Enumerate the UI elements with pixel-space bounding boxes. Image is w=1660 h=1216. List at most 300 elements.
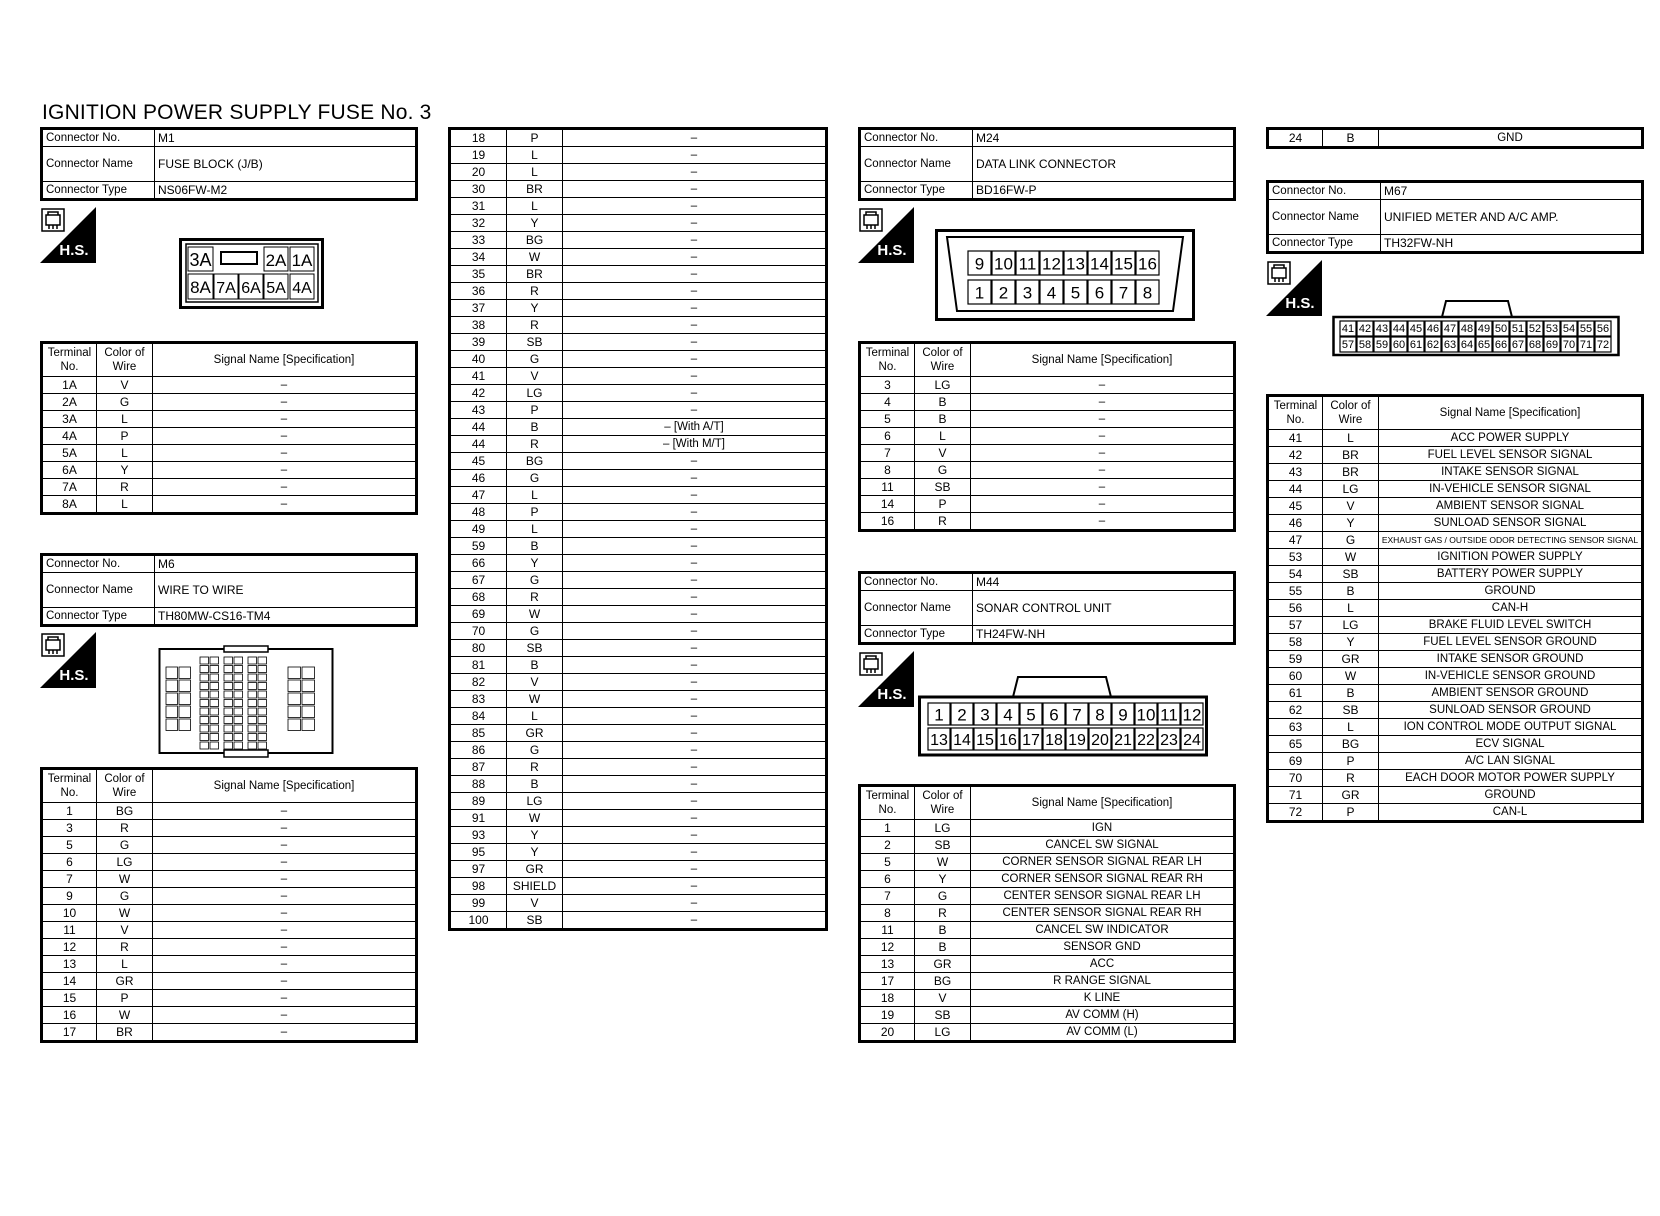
cavity-number: 4 <box>1046 283 1057 303</box>
signal-name: – <box>563 844 827 861</box>
terminal-row <box>450 181 827 198</box>
terminal-row <box>42 922 417 939</box>
wire-color: BR <box>97 1024 153 1042</box>
svg-text:4A: 4A <box>292 280 312 297</box>
wire-color: G <box>915 888 971 905</box>
terminal-no: 98 <box>450 878 507 895</box>
svg-text:1A: 1A <box>291 251 313 270</box>
connector-info-m6 <box>40 553 418 627</box>
cavity-number: 2 <box>998 283 1009 303</box>
terminal-row <box>1268 464 1643 481</box>
wire-color: BG <box>97 803 153 820</box>
signal-name: INTAKE SENSOR GROUND <box>1379 651 1643 668</box>
harness-side-icon <box>40 207 96 263</box>
terminal-row <box>450 691 827 708</box>
signal-name: ACC <box>971 956 1235 973</box>
cavity-number: 7 <box>1072 705 1082 725</box>
terminal-no: 2A <box>42 394 97 411</box>
cavity-number: 68 <box>1528 339 1542 351</box>
cavity-number: 66 <box>1494 339 1508 351</box>
cavity-number: 9 <box>1118 705 1128 725</box>
wire-color: W <box>507 810 563 827</box>
wire-color: W <box>1323 549 1379 566</box>
wire-color: P <box>507 402 563 419</box>
terminal-row <box>42 905 417 922</box>
signal-name-header: Signal Name [Specification] <box>153 769 417 803</box>
signal-name: CENTER SENSOR SIGNAL REAR LH <box>971 888 1235 905</box>
signal-name: IN-VEHICLE SENSOR SIGNAL <box>1379 481 1643 498</box>
signal-name: – <box>563 657 827 674</box>
wire-color: R <box>97 479 153 496</box>
terminal-row <box>42 888 417 905</box>
wire-color: W <box>97 1007 153 1024</box>
terminal-row <box>860 820 1235 837</box>
signal-name: R RANGE SIGNAL <box>971 973 1235 990</box>
cavity-number: 69 <box>1545 339 1559 351</box>
signal-name: – <box>563 487 827 504</box>
terminal-no: 69 <box>450 606 507 623</box>
terminal-row <box>450 878 827 895</box>
cavity-number: 1 <box>974 283 985 303</box>
signal-name: – <box>563 691 827 708</box>
terminal-row <box>42 479 417 496</box>
terminal-row <box>860 854 1235 871</box>
signal-name: – <box>563 725 827 742</box>
signal-name: GND <box>1379 129 1643 148</box>
terminal-no: 53 <box>1268 549 1323 566</box>
wire-color: R <box>915 905 971 922</box>
signal-name-header: Signal Name [Specification] <box>1379 396 1643 430</box>
terminal-no: 31 <box>450 198 507 215</box>
wire-color: G <box>97 888 153 905</box>
terminal-no-header: Terminal No. <box>860 343 915 377</box>
signal-name: GROUND <box>1379 787 1643 804</box>
terminal-row <box>450 674 827 691</box>
signal-name: SUNLOAD SENSOR SIGNAL <box>1379 515 1643 532</box>
wire-color: SHIELD <box>507 878 563 895</box>
cavity-number: 6 <box>1049 705 1059 725</box>
terminal-row <box>450 725 827 742</box>
cavity-number: 1 <box>934 705 944 725</box>
terminal-row <box>42 394 417 411</box>
terminal-no: 41 <box>1268 430 1323 447</box>
terminal-row <box>860 1024 1235 1042</box>
terminal-no: 83 <box>450 691 507 708</box>
cavity-number: 58 <box>1358 339 1372 351</box>
wire-color: G <box>915 462 971 479</box>
signal-name: – <box>563 402 827 419</box>
terminal-no: 20 <box>860 1024 915 1042</box>
cavity-number: 13 <box>1066 254 1085 274</box>
wire-color: L <box>507 708 563 725</box>
cavity-number: 11 <box>1160 705 1178 725</box>
signal-name: – <box>563 878 827 895</box>
wire-color: V <box>507 674 563 691</box>
wire-color: BG <box>1323 736 1379 753</box>
terminal-row <box>450 589 827 606</box>
wire-color: L <box>507 164 563 181</box>
wire-color: SB <box>915 1007 971 1024</box>
svg-text:6A: 6A <box>241 280 261 297</box>
terminal-row <box>450 300 827 317</box>
svg-text:H.S.: H.S. <box>877 242 907 259</box>
cavity-number: 10 <box>1136 705 1156 725</box>
signal-name: – <box>563 385 827 402</box>
terminal-table-m6-part1 <box>40 767 418 1043</box>
signal-name: CANCEL SW SIGNAL <box>971 837 1235 854</box>
cavity-number: 45 <box>1409 323 1423 335</box>
svg-text:H.S.: H.S. <box>59 667 89 684</box>
wire-color: W <box>507 249 563 266</box>
cavity-number: 63 <box>1443 339 1457 351</box>
terminal-row <box>860 990 1235 1007</box>
cavity-number: 2 <box>957 705 967 725</box>
terminal-no: 58 <box>1268 634 1323 651</box>
wire-color: B <box>1323 685 1379 702</box>
wire-color: BR <box>1323 464 1379 481</box>
terminal-row <box>450 283 827 300</box>
signal-name: EXHAUST GAS / OUTSIDE ODOR DETECTING SENSOR SIGNAL <box>1379 532 1643 549</box>
signal-name: – <box>563 249 827 266</box>
signal-name: A/C LAN SIGNAL <box>1379 753 1643 770</box>
terminal-no: 63 <box>1268 719 1323 736</box>
harness-side-icon <box>858 207 914 263</box>
terminal-row <box>1268 617 1643 634</box>
terminal-no: 85 <box>450 725 507 742</box>
color-of-wire-header: Color of Wire <box>1323 396 1379 430</box>
cavity-number: 60 <box>1392 339 1406 351</box>
cavity-number: 67 <box>1511 339 1525 351</box>
cavity-number: 48 <box>1460 323 1474 335</box>
wire-color: GR <box>507 861 563 878</box>
hs-badge-text: H.S. <box>59 242 89 259</box>
terminal-no: 60 <box>1268 668 1323 685</box>
terminal-no: 8A <box>42 496 97 514</box>
signal-name: – <box>563 810 827 827</box>
signal-name: SUNLOAD SENSOR GROUND <box>1379 702 1643 719</box>
terminal-no: 41 <box>450 368 507 385</box>
wire-color: L <box>97 956 153 973</box>
cavity-number: 41 <box>1341 323 1355 335</box>
signal-name: – <box>563 623 827 640</box>
terminal-row <box>450 827 827 844</box>
connector-name-label: Connector Name <box>42 147 155 182</box>
wire-color: LG <box>507 385 563 402</box>
wire-color: W <box>507 606 563 623</box>
cavity-number: 11 <box>1018 254 1037 274</box>
wire-color: L <box>1323 719 1379 736</box>
svg-text:2A: 2A <box>265 251 287 270</box>
wire-color: G <box>507 572 563 589</box>
connector-face-m67 <box>1332 299 1620 357</box>
color-of-wire-header: Color of Wire <box>97 769 153 803</box>
terminal-no: 80 <box>450 640 507 657</box>
terminal-no: 43 <box>450 402 507 419</box>
signal-name: – <box>153 990 417 1007</box>
wire-color: L <box>507 521 563 538</box>
signal-name: – <box>563 861 827 878</box>
connector-name-label: Connector Name <box>860 591 973 626</box>
wire-color: BG <box>507 232 563 249</box>
terminal-no: 24 <box>1268 129 1323 148</box>
wire-color: BG <box>915 973 971 990</box>
signal-name: – <box>971 394 1235 411</box>
signal-name: EACH DOOR MOTOR POWER SUPPLY <box>1379 770 1643 787</box>
svg-text:H.S.: H.S. <box>877 686 907 703</box>
terminal-row <box>450 657 827 674</box>
terminal-no: 11 <box>860 922 915 939</box>
signal-name: – <box>563 470 827 487</box>
terminal-no: 33 <box>450 232 507 249</box>
cavity-number: 52 <box>1528 323 1542 335</box>
terminal-row <box>42 1024 417 1042</box>
terminal-row <box>42 445 417 462</box>
terminal-table-m1 <box>40 341 418 515</box>
cavity-number: 49 <box>1477 323 1491 335</box>
terminal-row <box>1268 600 1643 617</box>
terminal-row <box>860 496 1235 513</box>
terminal-no: 17 <box>860 973 915 990</box>
terminal-row <box>450 895 827 912</box>
wire-color: P <box>507 504 563 521</box>
signal-name: – <box>563 555 827 572</box>
terminal-no: 65 <box>1268 736 1323 753</box>
signal-name: GROUND <box>1379 583 1643 600</box>
terminal-row <box>1268 702 1643 719</box>
cavity-number: 47 <box>1443 323 1457 335</box>
terminal-row <box>42 871 417 888</box>
terminal-row <box>450 759 827 776</box>
wire-color: R <box>507 589 563 606</box>
signal-name: – <box>153 394 417 411</box>
wire-color: Y <box>507 215 563 232</box>
terminal-no: 20 <box>450 164 507 181</box>
terminal-row <box>450 742 827 759</box>
color-of-wire-header: Color of Wire <box>915 786 971 820</box>
wire-color: P <box>507 129 563 147</box>
wire-color: Y <box>915 871 971 888</box>
cavity-number: 56 <box>1596 323 1610 335</box>
wire-color: L <box>97 496 153 514</box>
terminal-no-header: Terminal No. <box>42 769 97 803</box>
terminal-row <box>450 810 827 827</box>
signal-name: FUEL LEVEL SENSOR SIGNAL <box>1379 447 1643 464</box>
terminal-no: 5A <box>42 445 97 462</box>
terminal-row <box>450 555 827 572</box>
terminal-no: 45 <box>1268 498 1323 515</box>
cavity-number: 14 <box>1090 254 1109 274</box>
signal-name: AMBIENT SENSOR GROUND <box>1379 685 1643 702</box>
connector-info-m44 <box>858 571 1236 645</box>
signal-name: – <box>563 640 827 657</box>
cavity-number: 12 <box>1182 705 1202 725</box>
svg-text:5A: 5A <box>266 280 286 297</box>
terminal-row <box>860 462 1235 479</box>
terminal-table-m6-part2 <box>448 127 828 931</box>
connector-name-value: DATA LINK CONNECTOR <box>973 147 1235 182</box>
terminal-no: 72 <box>1268 804 1323 822</box>
wire-color: B <box>915 394 971 411</box>
signal-name: – <box>153 1007 417 1024</box>
terminal-no: 87 <box>450 759 507 776</box>
signal-name: FUEL LEVEL SENSOR GROUND <box>1379 634 1643 651</box>
signal-name: – <box>153 837 417 854</box>
wire-color: V <box>97 922 153 939</box>
cavity-number: 12 <box>1042 254 1061 274</box>
signal-name: – <box>563 164 827 181</box>
terminal-no: 89 <box>450 793 507 810</box>
terminal-row <box>450 368 827 385</box>
terminal-row <box>860 445 1235 462</box>
terminal-row <box>450 436 827 453</box>
cavity-number: 71 <box>1579 339 1593 351</box>
terminal-row <box>450 453 827 470</box>
signal-name: – <box>153 428 417 445</box>
signal-name: – <box>971 377 1235 394</box>
connector-name-label: Connector Name <box>1268 200 1381 235</box>
harness-side-icon <box>858 651 914 707</box>
cavity-number: 8 <box>1142 283 1153 303</box>
wire-color: P <box>97 428 153 445</box>
signal-name: – <box>153 462 417 479</box>
terminal-no: 44 <box>450 419 507 436</box>
wire-color: G <box>97 837 153 854</box>
wire-color: GR <box>97 973 153 990</box>
signal-name: SENSOR GND <box>971 939 1235 956</box>
terminal-no: 3 <box>42 820 97 837</box>
signal-name: – <box>563 181 827 198</box>
terminal-row <box>450 402 827 419</box>
wire-color: SB <box>507 640 563 657</box>
terminal-no: 84 <box>450 708 507 725</box>
cavity-number: 51 <box>1511 323 1525 335</box>
svg-text:H.S.: H.S. <box>1285 295 1315 312</box>
wire-color: SB <box>507 334 563 351</box>
terminal-no: 6 <box>860 871 915 888</box>
terminal-no: 68 <box>450 589 507 606</box>
connector-type-value: TH24FW-NH <box>973 626 1235 644</box>
connector-type-label: Connector Type <box>1268 235 1381 253</box>
wire-color: L <box>507 198 563 215</box>
terminal-row <box>1268 566 1643 583</box>
connector-type-value: BD16FW-P <box>973 182 1235 200</box>
terminal-row <box>1268 498 1643 515</box>
terminal-no: 3A <box>42 411 97 428</box>
terminal-row <box>42 377 417 394</box>
wire-color: BG <box>507 453 563 470</box>
terminal-no: 86 <box>450 742 507 759</box>
signal-name: – <box>563 504 827 521</box>
connector-type-label: Connector Type <box>860 626 973 644</box>
signal-name: – <box>153 922 417 939</box>
terminal-no: 2 <box>860 837 915 854</box>
harness-side-icon <box>40 632 96 688</box>
terminal-row <box>450 317 827 334</box>
signal-name: BRAKE FLUID LEVEL SWITCH <box>1379 617 1643 634</box>
cavity-number: 44 <box>1392 323 1406 335</box>
signal-name: ACC POWER SUPPLY <box>1379 430 1643 447</box>
terminal-row <box>860 922 1235 939</box>
signal-name: – <box>153 854 417 871</box>
signal-name: IGNITION POWER SUPPLY <box>1379 549 1643 566</box>
wire-color: L <box>97 445 153 462</box>
wire-color: R <box>97 939 153 956</box>
wire-color: P <box>915 496 971 513</box>
signal-name: CANCEL SW INDICATOR <box>971 922 1235 939</box>
terminal-no: 1A <box>42 377 97 394</box>
cavity-number: 5 <box>1026 705 1036 725</box>
terminal-no: 9 <box>42 888 97 905</box>
terminal-row <box>42 837 417 854</box>
signal-name: IGN <box>971 820 1235 837</box>
terminal-no: 1 <box>860 820 915 837</box>
connector-no-value: M24 <box>973 129 1235 147</box>
terminal-no: 95 <box>450 844 507 861</box>
wire-color: GR <box>507 725 563 742</box>
terminal-no: 67 <box>450 572 507 589</box>
terminal-no: 12 <box>42 939 97 956</box>
wire-color: LG <box>915 1024 971 1042</box>
signal-name: AMBIENT SENSOR SIGNAL <box>1379 498 1643 515</box>
terminal-no: 6 <box>860 428 915 445</box>
terminal-row <box>42 411 417 428</box>
terminal-no: 11 <box>42 922 97 939</box>
terminal-row <box>1268 753 1643 770</box>
signal-name: – <box>971 496 1235 513</box>
terminal-no: 70 <box>1268 770 1323 787</box>
terminal-row <box>42 820 417 837</box>
terminal-no: 56 <box>1268 600 1323 617</box>
wire-color: V <box>1323 498 1379 515</box>
cavity-number: 64 <box>1460 339 1474 351</box>
connector-info-m67 <box>1266 180 1644 254</box>
cavity-number: 57 <box>1341 339 1355 351</box>
signal-name: ECV SIGNAL <box>1379 736 1643 753</box>
signal-name: – <box>563 674 827 691</box>
terminal-no: 99 <box>450 895 507 912</box>
terminal-row <box>450 215 827 232</box>
connector-face-m24 <box>935 229 1195 321</box>
terminal-no: 36 <box>450 283 507 300</box>
wire-color: L <box>97 411 153 428</box>
connector-type-value: TH32FW-NH <box>1381 235 1643 253</box>
signal-name: – <box>563 368 827 385</box>
terminal-no: 3 <box>860 377 915 394</box>
wire-color: R <box>507 317 563 334</box>
cavity-number: 22 <box>1137 732 1155 749</box>
wire-color: Y <box>507 844 563 861</box>
terminal-no: 6 <box>42 854 97 871</box>
wire-color: B <box>915 922 971 939</box>
terminal-no: 70 <box>450 623 507 640</box>
color-of-wire-header: Color of Wire <box>97 343 153 377</box>
terminal-row <box>42 854 417 871</box>
signal-name-header: Signal Name [Specification] <box>971 343 1235 377</box>
cavity-number: 16 <box>999 732 1017 749</box>
terminal-row <box>42 990 417 1007</box>
terminal-no: 13 <box>42 956 97 973</box>
cavity-number: 59 <box>1375 339 1389 351</box>
wire-color: R <box>1323 770 1379 787</box>
connector-name-value: WIRE TO WIRE <box>155 573 417 608</box>
terminal-no: 14 <box>42 973 97 990</box>
connector-name-value: SONAR CONTROL UNIT <box>973 591 1235 626</box>
cavity-number: 23 <box>1160 732 1178 749</box>
wire-color: Y <box>507 555 563 572</box>
signal-name: – <box>153 445 417 462</box>
signal-name: CORNER SENSOR SIGNAL REAR LH <box>971 854 1235 871</box>
signal-name-header: Signal Name [Specification] <box>971 786 1235 820</box>
